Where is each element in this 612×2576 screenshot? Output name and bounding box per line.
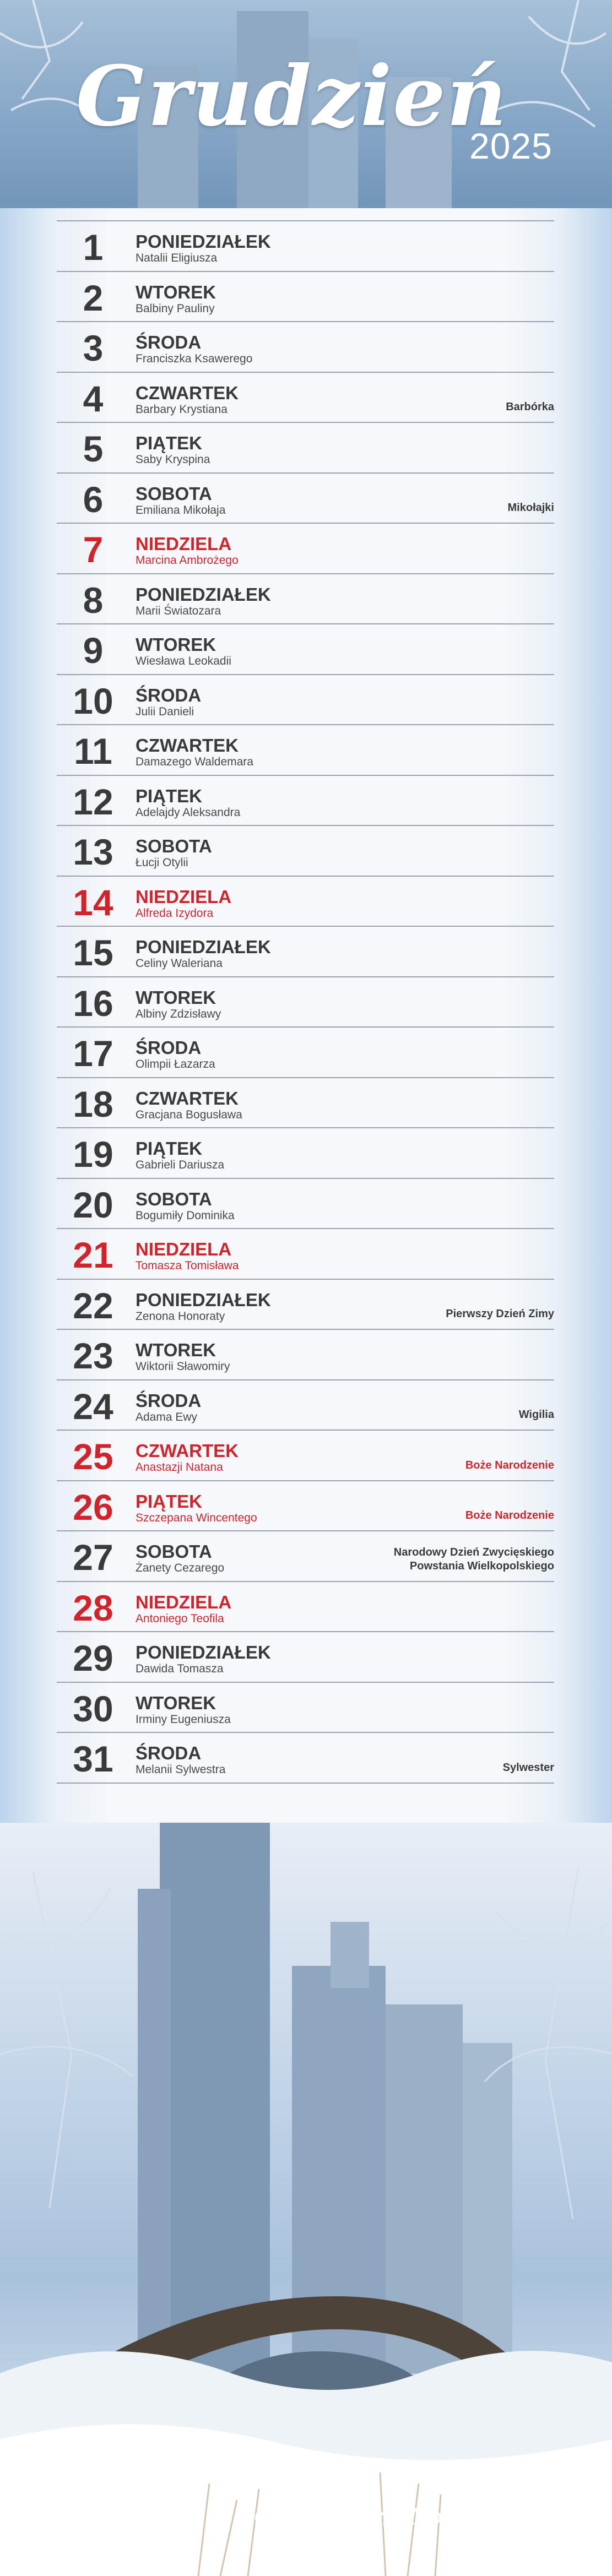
weekday-label: NIEDZIELA — [136, 534, 232, 554]
day-row — [57, 675, 554, 726]
holiday-label: Boże Narodzenie — [465, 1509, 554, 1521]
nameday-names: Marii Światozara — [136, 604, 221, 617]
holiday-label: Boże Narodzenie — [465, 1459, 554, 1471]
nameday-names: Julii Danieli — [136, 705, 194, 718]
day-row — [57, 272, 554, 323]
nameday-names: Bogumiły Dominika — [136, 1209, 235, 1222]
day-number: 9 — [83, 630, 104, 671]
weekday-label: PONIEDZIAŁEK — [136, 937, 271, 957]
day-row — [57, 977, 554, 1028]
weekday-label: WTOREK — [136, 1692, 216, 1713]
weekday-label: SOBOTA — [136, 836, 212, 856]
nameday-names: Natalii Eligiusza — [136, 252, 218, 264]
weekday-label: CZWARTEK — [136, 735, 239, 756]
nameday-names: Tomasza Tomisława — [136, 1259, 239, 1272]
weekday-label: SOBOTA — [136, 1541, 212, 1562]
day-row — [57, 624, 554, 675]
weekday-label: PIĄTEK — [136, 785, 203, 806]
nameday-names: Balbiny Pauliny — [136, 302, 215, 315]
day-row — [57, 1632, 554, 1683]
day-number: 19 — [73, 1134, 113, 1175]
nameday-names: Wiktorii Sławomiry — [136, 1360, 230, 1373]
day-number: 27 — [73, 1537, 113, 1578]
day-number: 12 — [73, 781, 113, 822]
day-number: 14 — [73, 882, 113, 923]
day-number: 13 — [73, 832, 113, 872]
nameday-names: Gabrieli Dariusza — [136, 1159, 225, 1171]
nameday-names: Damazego Waldemara — [136, 756, 253, 768]
day-row — [57, 1280, 554, 1330]
weekday-label: WTOREK — [136, 1340, 216, 1360]
day-number: 8 — [83, 579, 104, 621]
nameday-names: Gracjana Bogusława — [136, 1108, 242, 1121]
day-row — [57, 322, 554, 373]
day-number: 25 — [73, 1436, 113, 1477]
weekday-label: PONIEDZIAŁEK — [136, 1642, 271, 1662]
nameday-names: Szczepana Wincentego — [136, 1511, 257, 1524]
nameday-names: Alfreda Izydora — [136, 906, 214, 920]
day-row — [57, 373, 554, 423]
day-number: 2 — [83, 277, 104, 318]
nameday-names: Franciszka Ksawerego — [136, 352, 253, 365]
nameday-names: Celiny Waleriana — [136, 957, 223, 970]
day-number: 4 — [83, 378, 104, 419]
nameday-names: Saby Kryspina — [136, 453, 210, 466]
holiday-label: Sylwester — [502, 1761, 554, 1774]
nameday-names: Albiny Zdzisławy — [136, 1007, 221, 1020]
weekday-label: CZWARTEK — [136, 1088, 239, 1108]
day-number: 21 — [73, 1235, 113, 1275]
nameday-names: Antoniego Teofila — [136, 1612, 224, 1625]
day-row — [57, 221, 554, 272]
nameday-names: Olimpii Łazarza — [136, 1058, 215, 1070]
day-number: 20 — [73, 1184, 113, 1225]
day-row — [57, 474, 554, 524]
day-row — [57, 1531, 554, 1582]
photo-caption: Central Park, Nowy Jork, USA — [254, 2504, 590, 2530]
day-number: 6 — [83, 479, 104, 520]
holiday-label: Pierwszy Dzień Zimy — [446, 1308, 554, 1320]
day-number: 17 — [73, 1033, 113, 1074]
weekday-label: NIEDZIELA — [136, 886, 232, 907]
day-row — [57, 1582, 554, 1633]
weekday-label: CZWARTEK — [136, 1441, 239, 1461]
nameday-names: Marcina Ambrożego — [136, 554, 239, 567]
weekday-label: PIĄTEK — [136, 433, 203, 453]
nameday-names: Emiliana Mikołaja — [136, 503, 226, 517]
weekday-label: PONIEDZIAŁEK — [136, 1289, 271, 1310]
nameday-names: Adama Ewy — [136, 1410, 198, 1423]
weekday-label: SOBOTA — [136, 483, 212, 504]
day-number: 15 — [73, 932, 113, 973]
day-row — [57, 1128, 554, 1179]
weekday-label: ŚRODA — [136, 1743, 202, 1763]
day-number: 7 — [83, 529, 104, 570]
year-label: 2025 — [469, 126, 553, 166]
day-row — [57, 1431, 554, 1481]
day-row — [57, 1028, 554, 1078]
day-number: 18 — [73, 1083, 113, 1124]
weekday-label: SOBOTA — [136, 1188, 212, 1209]
day-number: 10 — [73, 680, 113, 721]
day-number: 26 — [73, 1486, 113, 1528]
weekday-label: ŚRODA — [136, 684, 202, 705]
central-park-photo — [0, 1823, 612, 2576]
day-number: 23 — [73, 1335, 113, 1376]
day-row — [57, 1381, 554, 1431]
nameday-names: Melanii Sylwestra — [136, 1763, 226, 1776]
days-list — [57, 220, 554, 1784]
weekday-label: NIEDZIELA — [136, 1591, 232, 1612]
day-row — [57, 574, 554, 625]
winter-park-image — [0, 1823, 612, 2576]
day-number: 30 — [73, 1688, 113, 1729]
day-number: 31 — [73, 1738, 113, 1779]
nameday-names: Wiesława Leokadii — [136, 655, 231, 667]
day-row — [57, 1229, 554, 1280]
day-row — [57, 927, 554, 977]
nameday-names: Dawida Tomasza — [136, 1662, 224, 1675]
weekday-label: ŚRODA — [136, 1037, 202, 1058]
header-banner — [0, 0, 612, 208]
day-number: 22 — [73, 1285, 113, 1326]
day-number: 5 — [83, 428, 104, 469]
weekday-label: PONIEDZIAŁEK — [136, 231, 271, 252]
day-row — [57, 1330, 554, 1381]
nameday-names: Adelajdy Aleksandra — [136, 806, 241, 819]
nameday-names: Zenona Honoraty — [136, 1309, 225, 1323]
nameday-names: Łucji Otylii — [136, 856, 188, 869]
day-row — [57, 1733, 554, 1784]
nameday-names: Żanety Cezarego — [136, 1562, 225, 1574]
day-row — [57, 1683, 554, 1733]
day-number: 3 — [83, 328, 104, 368]
weekday-label: PONIEDZIAŁEK — [136, 584, 271, 605]
day-number: 1 — [83, 227, 104, 268]
weekday-label: NIEDZIELA — [136, 1239, 232, 1259]
day-number: 11 — [74, 731, 112, 771]
day-number: 28 — [73, 1587, 113, 1628]
day-row — [57, 725, 554, 776]
day-number: 16 — [73, 982, 113, 1024]
holiday-label: Wigilia — [518, 1409, 554, 1421]
weekday-label: ŚRODA — [136, 332, 202, 352]
day-row — [57, 776, 554, 827]
weekday-label: WTOREK — [136, 634, 216, 655]
nameday-names: Irminy Eugeniusza — [136, 1713, 231, 1726]
nameday-names: Barbary Krystiana — [136, 403, 228, 416]
day-row — [57, 1078, 554, 1129]
day-row — [57, 877, 554, 927]
nameday-names: Anastazji Natana — [136, 1461, 223, 1474]
weekday-label: WTOREK — [136, 281, 216, 302]
day-row — [57, 826, 554, 877]
day-row — [57, 423, 554, 474]
photo-caption-box — [188, 2491, 612, 2544]
day-row — [57, 524, 554, 574]
day-row — [57, 1179, 554, 1230]
holiday-label: Narodowy Dzień Zwycięskiego Powstania Wielkopolskiego — [393, 1546, 554, 1572]
weekday-label: CZWARTEK — [136, 382, 239, 403]
holiday-label: Barbórka — [506, 401, 554, 413]
day-row — [57, 1481, 554, 1532]
holiday-label: Mikołajki — [507, 502, 554, 514]
day-number: 29 — [73, 1638, 113, 1678]
weekday-label: ŚRODA — [136, 1390, 202, 1411]
weekday-label: PIĄTEK — [136, 1491, 203, 1512]
weekday-label: PIĄTEK — [136, 1138, 203, 1159]
month-title: Grudzień — [76, 48, 508, 145]
day-number: 24 — [73, 1385, 113, 1427]
weekday-label: WTOREK — [136, 987, 216, 1008]
